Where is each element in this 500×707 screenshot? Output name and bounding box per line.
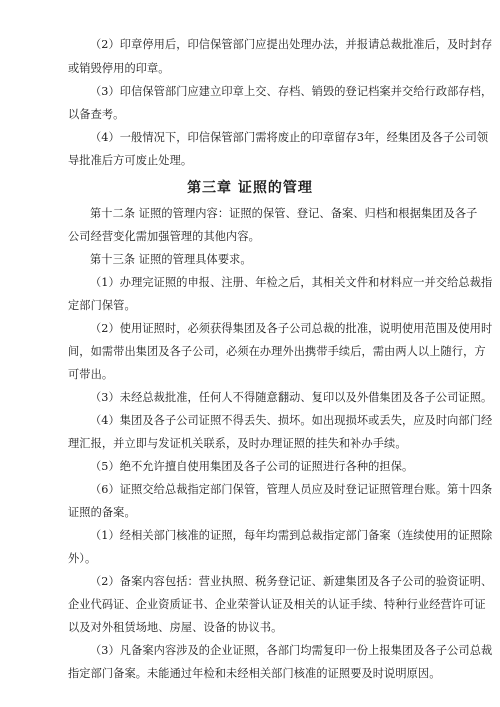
text-line: （5）绝不允许擅自使用集团及各子公司的证照进行各种的担保。: [90, 460, 414, 473]
text-line: 第十三条 证照的管理具体要求。: [90, 253, 252, 266]
text-line: 公司经营变化需加强管理的其他内容。: [68, 230, 260, 243]
text-line: （3）印信保管部门应建立印章上交、存档、销毁的登记档案并交给行政部存档，: [90, 85, 493, 98]
text-line: （1）办理完证照的申报、注册、年检之后，其相关文件和材料应一并交给总裁指: [90, 276, 493, 289]
text-line: 或销毁停用的印章。: [68, 62, 170, 75]
text-line: （3）凡备案内容涉及的企业证照，各部门均需复印一份上报集团及各子公司总裁: [90, 644, 493, 657]
text-line: （4）集团及各子公司证照不得丢失、损坏。如出现损坏或丢失，应及时向部门经: [90, 414, 493, 427]
text-line: （1）经相关部门核准的证照，每年均需到总裁指定部门备案（连续使用的证照除: [90, 529, 493, 542]
text-line: （2）印章停用后，印信保管部门应提出处理办法，并报请总裁批准后，及时封存: [90, 38, 493, 51]
text-line: 企业代码证、企业资质证书、企业荣誉认证及相关的认证手续、特种行业经营许可证: [68, 598, 486, 611]
text-line: 以及对外租赁场地、房屋、设备的协议书。: [68, 621, 283, 634]
text-line: 外）。: [68, 552, 97, 565]
text-line: 间，如需带出集团及各子公司，必须在办理外出携带手续后，需由两人以上随行，方: [68, 345, 486, 358]
text-line: （4）一般情况下，印信保管部门需将废止的印章留存3年，经集团及各子公司领: [90, 131, 489, 144]
text-line: 第十二条 证照的管理内容：证照的保管、登记、备案、归档和根据集团及各子: [90, 207, 478, 220]
text-line: 理汇报，并立即与发证机关联系，及时办理证照的挂失和补办手续。: [68, 437, 407, 450]
chapter-title: 第三章 证照的管理: [187, 180, 313, 196]
text-line: 以备查考。: [68, 108, 125, 121]
text-line: （2）备案内容包括：营业执照、税务登记证、新建集团及各子公司的验资证明、: [90, 575, 493, 588]
text-line: （2）使用证照时，必须获得集团及各子公司总裁的批准，说明使用范围及使用时: [90, 322, 493, 335]
text-line: 定部门保管。: [68, 299, 136, 312]
text-line: 可带出。: [68, 368, 114, 381]
text-line: （3）未经总裁批准，任何人不得随意翻动、复印以及外借集团及各子公司证照。: [90, 391, 493, 404]
text-line: 导批准后方可废止处理。: [68, 154, 193, 167]
text-line: 证照的备案。: [68, 506, 136, 519]
text-line: （6）证照交给总裁指定部门保管，管理人员应及时登记证照管理台账。第十四条: [90, 483, 493, 496]
text-line: 指定部门备案。未能通过年检和未经相关部门核准的证照要及时说明原因。: [68, 667, 441, 680]
